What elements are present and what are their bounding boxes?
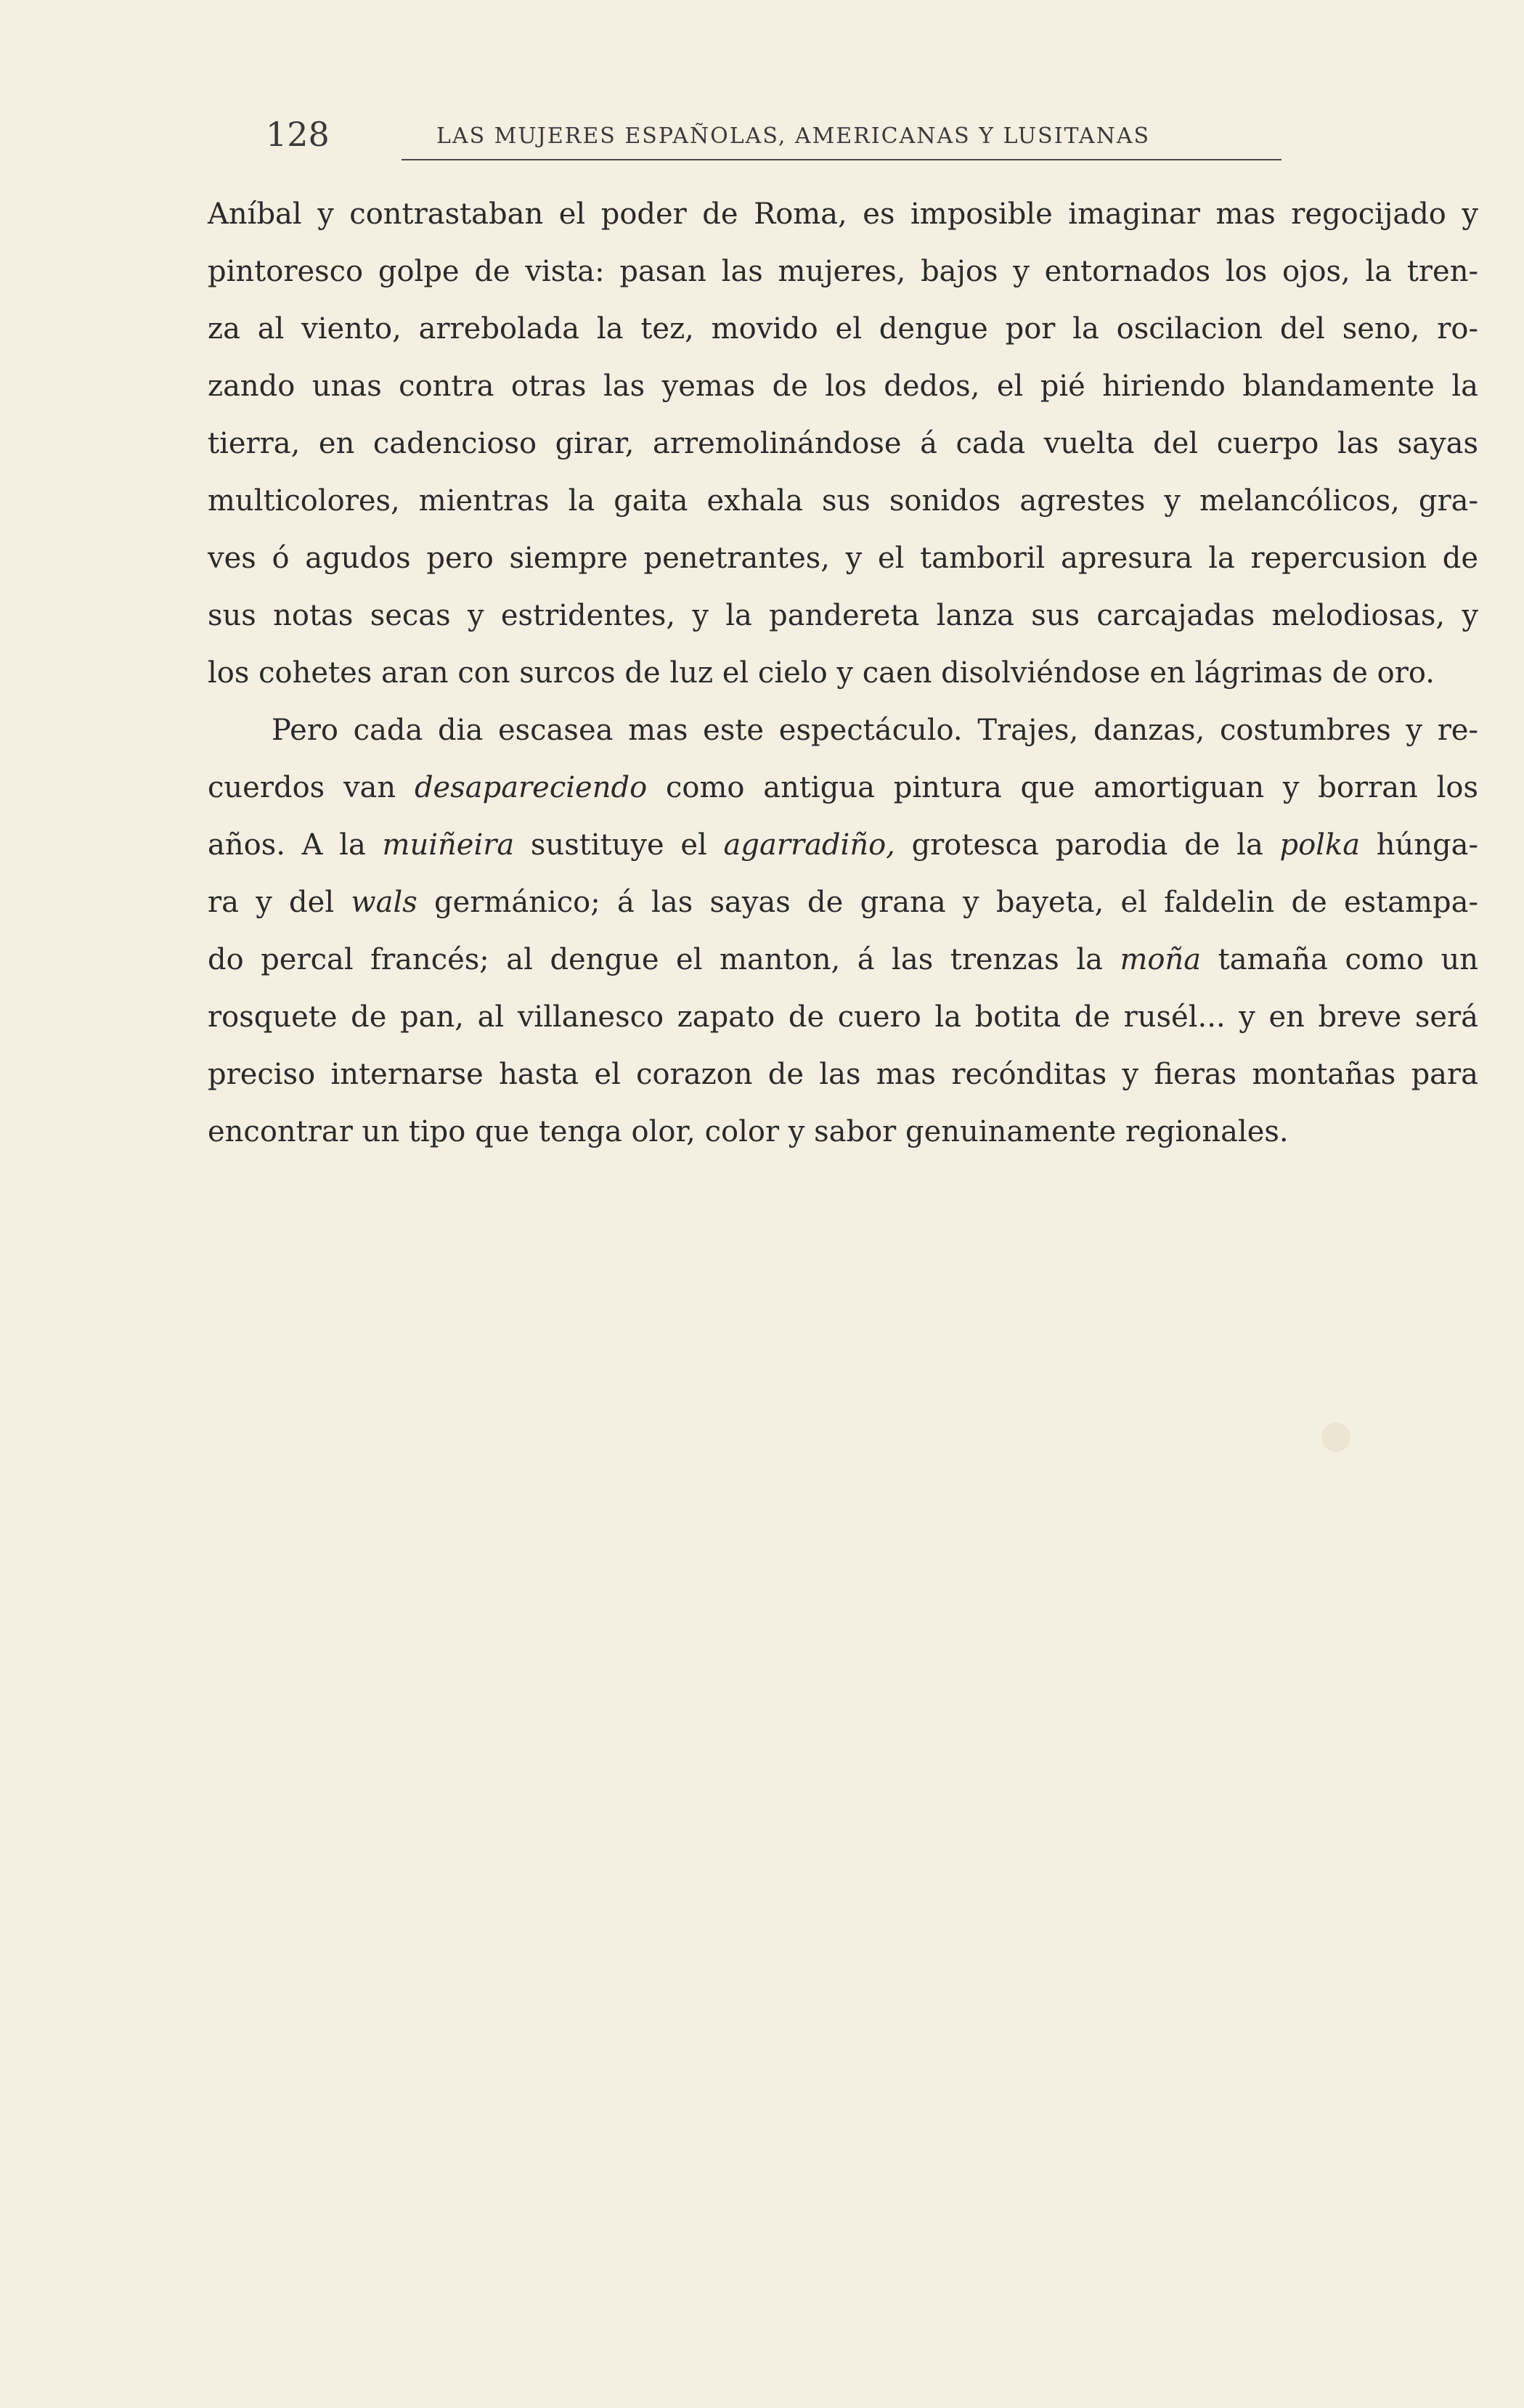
text-span: húnga- bbox=[1360, 828, 1479, 862]
text-line bbox=[208, 931, 1478, 989]
text-line: tierra, en cadencioso girar, arremolinándose á cada vuelta del cuerpo las sayas bbox=[208, 427, 1478, 460]
italic-word: wals bbox=[351, 886, 417, 919]
text-span: sustituye el bbox=[514, 828, 724, 862]
text-line bbox=[208, 817, 1478, 874]
paper-stain bbox=[1321, 1423, 1350, 1452]
text-span: tamaña como un bbox=[1201, 943, 1478, 976]
text-line: encontrar un tipo que tenga olor, color y sabor genuinamente regionales. bbox=[208, 1115, 1289, 1148]
header-rule bbox=[402, 159, 1281, 160]
text-line bbox=[208, 759, 1478, 817]
text-span: ra y del bbox=[208, 886, 351, 919]
page-number: 128 bbox=[266, 115, 330, 154]
text-line: sus notas secas y estridentes, y la pandereta lanza sus carcajadas melodiosas, y bbox=[208, 599, 1478, 632]
text-line: los cohetes aran con surcos de luz el cielo y caen disolviéndose en lágrimas de oro. bbox=[208, 656, 1435, 690]
italic-word: agarradiño, bbox=[723, 828, 895, 862]
text-line: preciso internarse hasta el corazon de las mas recónditas y fieras montañas para bbox=[208, 1058, 1478, 1091]
text-span: grotesca parodia de la bbox=[895, 828, 1280, 862]
text-line: Aníbal y contrastaban el poder de Roma, es imposible imaginar mas regocijado y bbox=[208, 197, 1478, 231]
text-line: rosquete de pan, al villanesco zapato de cuero la botita de rusél... y en breve será bbox=[208, 1000, 1478, 1034]
text-line: pintoresco golpe de vista: pasan las mujeres, bajos y entornados los ojos, la tren- bbox=[208, 255, 1478, 288]
text-line: multicolores, mientras la gaita exhala sus sonidos agrestes y melancólicos, gra- bbox=[208, 484, 1478, 518]
italic-word: polka bbox=[1279, 828, 1361, 862]
running-head: LAS MUJERES ESPAÑOLAS, AMERICANAS Y LUSITANAS bbox=[436, 123, 1151, 149]
italic-word: moña bbox=[1120, 943, 1202, 976]
text-line: Pero cada dia escasea mas este espectáculo. Trajes, danzas, costumbres y re- bbox=[272, 714, 1478, 747]
text-span: años. A la bbox=[208, 828, 383, 862]
text-line bbox=[208, 874, 1478, 931]
text-span: germánico; á las sayas de grana y bayeta, el faldelin de estampa- bbox=[417, 886, 1479, 919]
text-span: do percal francés; al dengue el manton, á las trenzas la bbox=[208, 943, 1120, 976]
text-line: za al viento, arrebolada la tez, movido el dengue por la oscilacion del seno, ro- bbox=[208, 312, 1478, 346]
text-line: ves ó agudos pero siempre penetrantes, y el tamboril apresura la repercusion de bbox=[208, 542, 1478, 575]
body-text bbox=[208, 186, 1478, 1161]
italic-word: muiñeira bbox=[382, 828, 515, 862]
page-header bbox=[266, 115, 1282, 158]
text-line: zando unas contra otras las yemas de los dedos, el pié hiriendo blandamente la bbox=[208, 370, 1478, 403]
text-span: cuerdos van bbox=[208, 771, 415, 804]
italic-word: desapareciendo bbox=[414, 771, 648, 804]
text-span: como antigua pintura que amortiguan y borran los bbox=[647, 771, 1478, 804]
